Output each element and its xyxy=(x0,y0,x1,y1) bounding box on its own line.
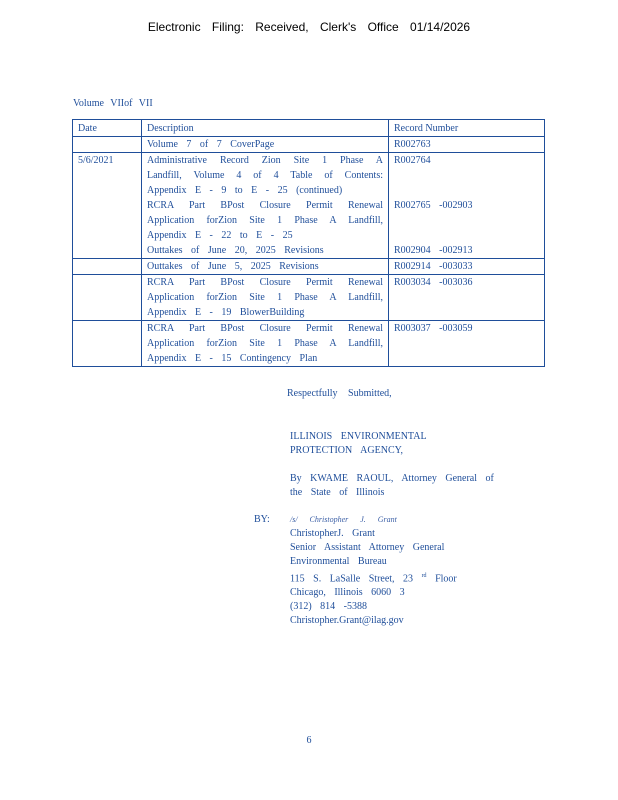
description-part: RCRA Part BPost Closure Permit Renewal Application forZion Site 1 Phase A Landfill, Appendix E - 22 to E - 25 xyxy=(147,200,383,241)
by-label: BY: xyxy=(254,514,270,525)
agency-block xyxy=(290,430,427,458)
record-cell: R002914 -003033 xyxy=(389,259,545,275)
signer-email[interactable]: Christopher.Grant@ilag.gov xyxy=(290,615,404,627)
table-row xyxy=(73,321,545,367)
agency-line: ILLINOIS ENVIRONMENTAL xyxy=(290,431,427,442)
electronic-filing-header: Electronic Filing: Received, Clerk's Office 01/14/2026 xyxy=(147,20,471,34)
description-cell: Volume 7 of 7 CoverPage xyxy=(142,137,389,153)
signer-bureau: Environmental Bureau xyxy=(290,556,387,567)
description-part: Outtakes of June 20, 2025 Revisions xyxy=(147,245,324,256)
table-row xyxy=(73,137,545,153)
date-cell xyxy=(73,321,142,367)
attorney-general-line: By KWAME RAOUL, Attorney General of xyxy=(290,473,494,484)
description-cell: RCRA Part BPost Closure Permit Renewal Application forZion Site 1 Phase A Landfill, Appendix E - 19 BlowerBuilding xyxy=(142,275,389,321)
date-column-header: Date xyxy=(73,120,142,137)
record-cell: R002763 xyxy=(389,137,545,153)
attorney-general-line: the State of Illinois xyxy=(290,487,385,498)
signer-title: Senior Assistant Attorney General xyxy=(290,542,445,553)
description-column-header: Description xyxy=(142,120,389,137)
table-row xyxy=(73,259,545,275)
electronic-signature: /s/ Christopher J. Grant xyxy=(290,515,397,524)
record-cell: R003037 -003059 xyxy=(389,321,545,367)
table-header-row xyxy=(73,120,545,137)
signer-block xyxy=(290,513,457,628)
record-cell xyxy=(389,153,545,259)
date-cell xyxy=(73,259,142,275)
signer-address: 115 S. LaSalle Street, 23 $^{rd}$ Floor xyxy=(290,573,457,585)
description-part: Administrative Record Zion Site 1 Phase A Landfill, Volume 4 of 4 Table of Contents: Appendix E - 9 to E - 25 (continued) xyxy=(147,155,383,196)
date-cell: 5/6/2021 xyxy=(73,153,142,259)
signer-city: Chicago, Illinois 6060 3 xyxy=(290,587,405,599)
respectfully-submitted: Respectfully Submitted, xyxy=(287,388,392,399)
volume-title: Volume VIIof VII xyxy=(73,98,153,109)
description-cell: Outtakes of June 5, 2025 Revisions xyxy=(142,259,389,275)
record-number: R002764 xyxy=(394,155,431,166)
record-cell: R003034 -003036 xyxy=(389,275,545,321)
table-row xyxy=(73,275,545,321)
signer-phone: (312) 814 -5388 xyxy=(290,601,367,613)
attorney-general-block xyxy=(290,472,494,500)
date-cell xyxy=(73,275,142,321)
description-cell xyxy=(142,153,389,259)
agency-line: PROTECTION AGENCY, xyxy=(290,445,404,456)
page-number: 6 xyxy=(306,735,312,746)
description-cell: RCRA Part BPost Closure Permit Renewal Application forZion Site 1 Phase A Landfill, Appendix E - 15 Contingency Plan xyxy=(142,321,389,367)
record-number-column-header: Record Number xyxy=(389,120,545,137)
record-number: R002765 -002903 xyxy=(394,200,473,211)
contents-table xyxy=(72,119,545,367)
date-cell xyxy=(73,137,142,153)
signer-name: ChristopherJ. Grant xyxy=(290,528,375,539)
table-row xyxy=(73,153,545,259)
record-number: R002904 -002913 xyxy=(394,245,473,256)
